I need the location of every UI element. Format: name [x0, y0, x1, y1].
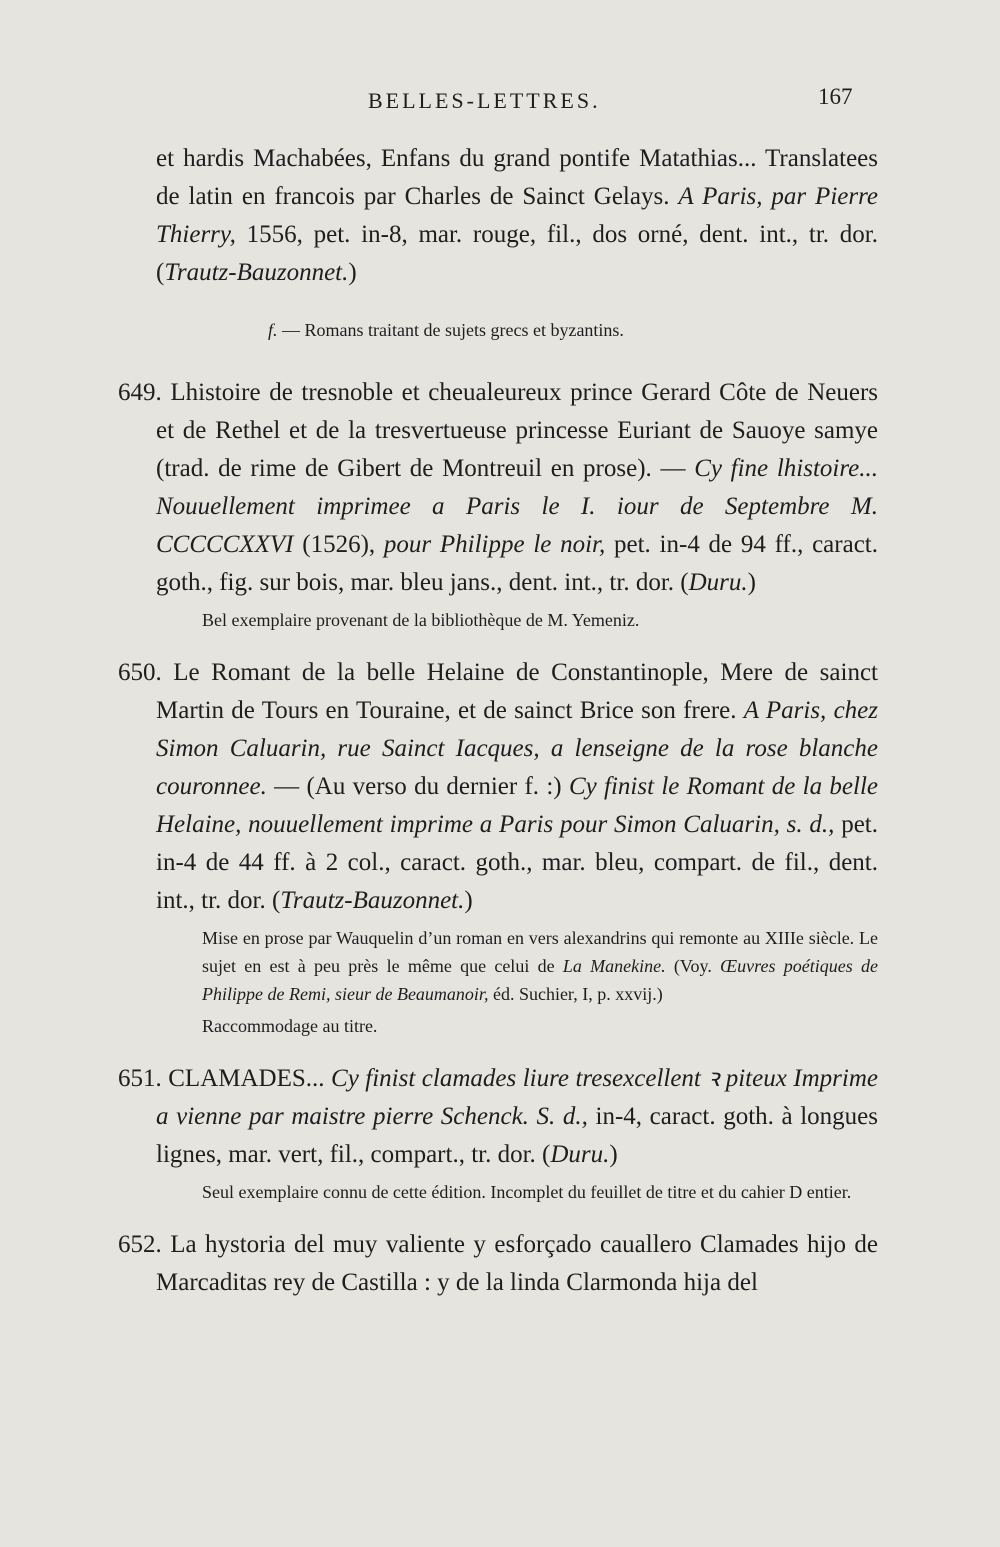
binder-italic: Trautz-Bauzonnet. — [164, 259, 349, 286]
italic-run: Duru. — [550, 1141, 610, 1168]
catalog-entry-650 — [118, 654, 878, 920]
entry-note: Bel exemplaire provenant de la bibliothèque de M. Yemeniz. — [202, 610, 640, 630]
italic-run: Cy fine lhistoire... Nouuellement imprimee a Paris le I. iour de Septembre M. CCCCCXXVI — [156, 455, 878, 558]
section-title: — Romans traitant de sujets grecs et byzantins. — [277, 320, 624, 340]
text-run: Mise en prose par Wauquelin d’un roman en vers alexandrins qui remonte au XIIIe siècle. Le sujet en est à peu près le même que celui de — [202, 928, 878, 976]
entry-note: Seul exemplaire connu de cette édition. Incomplet du feuillet de titre et du cahier D entier. — [202, 1182, 852, 1202]
text-run: ) — [609, 1141, 618, 1168]
text-run: CLAMADES... — [161, 1065, 332, 1092]
imprint-italic: A Paris, par Pierre Thierry, — [156, 183, 878, 248]
italic-run: Cy finist clamades liure tresexcellent ꝛ piteux Imprime a vienne par maistre pierre Schenck. S. d., — [156, 1065, 879, 1130]
text-run: ) — [747, 569, 756, 596]
catalog-entry-649 — [118, 374, 878, 602]
running-title: BELLES-LETTRES. — [368, 88, 601, 113]
italic-run: Trautz-Bauzonnet. — [280, 887, 465, 914]
text-run: — (Au verso du dernier f. :) — [266, 773, 569, 800]
text-run: in-4, caract. goth. à longues lignes, mar. vert, fil., compart., tr. dor. ( — [156, 1103, 878, 1168]
page-number: 167 — [818, 84, 853, 109]
italic-run: La Manekine. — [562, 956, 666, 976]
italic-run: Duru. — [688, 569, 748, 596]
text-run: (1526), — [293, 531, 384, 558]
italic-run: A Paris, chez Simon Caluarin, rue Sainct Iacques, a lenseigne de la rose blanche couronnee. — [156, 697, 878, 800]
text-run: ) — [464, 887, 473, 914]
text-run: ) — [348, 259, 357, 286]
entry-note — [118, 924, 878, 1008]
page-body — [118, 140, 878, 1302]
continued-entry — [156, 140, 878, 292]
text-run: pet. in-4 de 94 ff., caract. goth., fig. sur bois, mar. bleu jans., dent. int., tr. dor. ( — [156, 531, 878, 596]
italic-run: Œuvres poétiques de Philippe de Remi, sieur de Beaumanoir, — [202, 956, 878, 1004]
text-run: éd. Suchier, I, p. xxvij.) — [488, 984, 663, 1004]
catalog-entry-652 — [118, 1226, 878, 1302]
text-run: Lhistoire de tresnoble et cheualeureux prince Gerard Côte de Neuers et de Rethel et de la tresvertueuse princesse Euriant de Sauoye samye (trad. de rime de Gibert de Montreuil en prose). — — [156, 379, 878, 482]
text-run: La hystoria del muy valiente y esforçado cauallero Clamades hijo de Marcaditas rey de Castilla : y de la linda Clarmonda hija del — [156, 1231, 878, 1296]
text-run: (Voy. — [665, 956, 721, 976]
text-run: Le Romant de la belle Helaine de Constantinople, Mere de sainct Martin de Tours en Touraine, et de sainct Brice son frere. — [156, 659, 878, 724]
entry-note: Raccommodage au titre. — [202, 1016, 378, 1036]
entry-number: 652. — [118, 1231, 162, 1258]
italic-run: pour Philippe le noir, — [383, 531, 606, 558]
text-run: pet. in-4 de 44 ff. à 2 col., caract. goth., mar. bleu, compart. de fil., dent. int., tr. dor. ( — [156, 811, 879, 914]
catalog-entry-651 — [118, 1060, 878, 1174]
text-run: et hardis Machabées, Enfans du grand pontife Matathias... Translatees de latin en francois par Charles de Sainct Gelays. — [156, 145, 878, 210]
italic-run: Cy finist le Romant de la belle Helaine, nouuellement imprime a Paris pour Simon Caluarin, s. d., — [156, 773, 878, 838]
section-heading — [268, 318, 878, 342]
entry-number: 650. — [118, 659, 162, 686]
entry-number: 651. — [118, 1065, 162, 1092]
section-letter: f. — [268, 320, 278, 340]
entry-number: 649. — [118, 379, 162, 406]
text-run: 1556, pet. in-8, mar. rouge, fil., dos orné, dent. int., tr. dor. ( — [156, 221, 878, 286]
